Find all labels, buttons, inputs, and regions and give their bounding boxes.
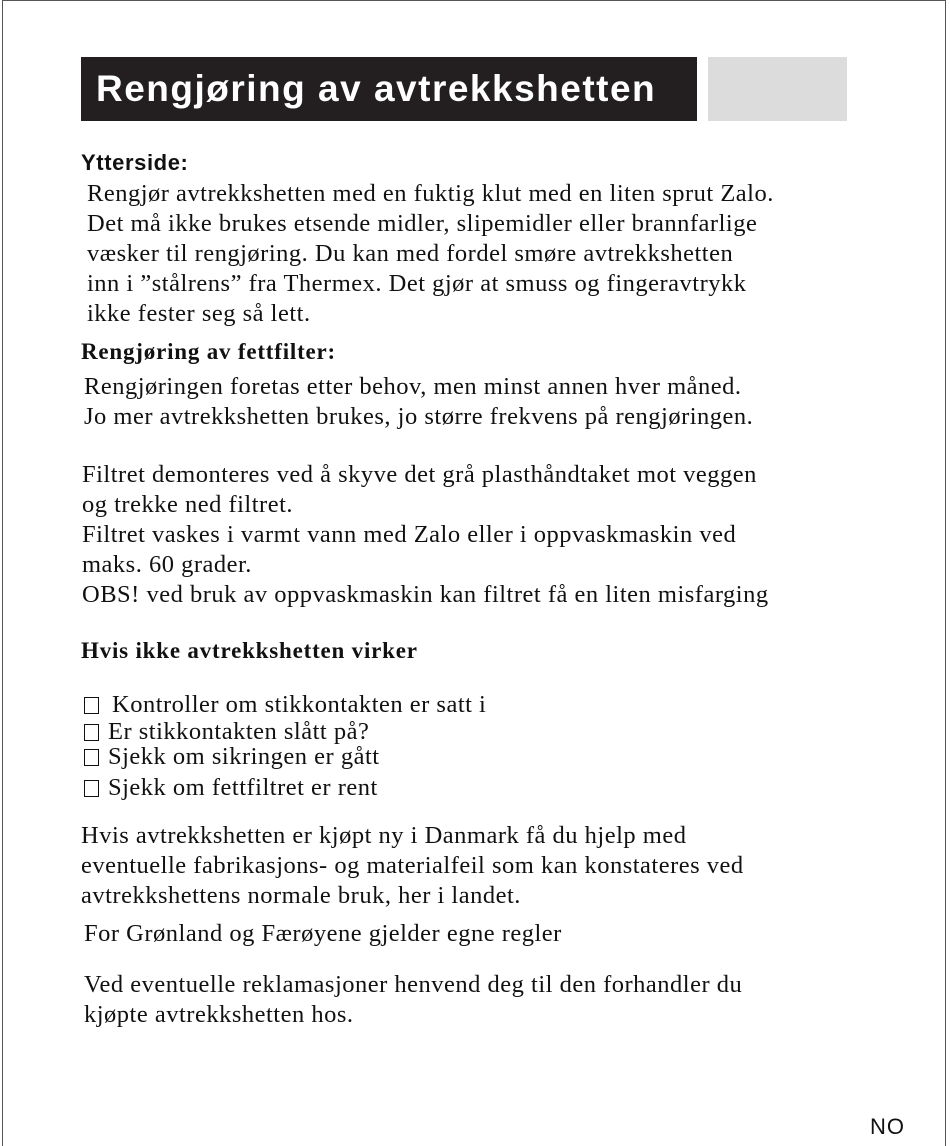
filter-heading: Rengjøring av fettfilter:: [81, 339, 337, 364]
filter-line-b3: Filtret vaskes i varmt vann med Zalo eller i oppvaskmaskin ved: [82, 521, 737, 548]
filter-line-a1: Rengjøringen foretas etter behov, men minst annen hver måned.: [84, 373, 742, 400]
warranty-line-2: eventuelle fabrikasjons- og materialfeil som kan konstateres ved: [81, 852, 744, 879]
filter-paragraph-b: [82, 460, 769, 610]
complaints-paragraph: [84, 970, 742, 1030]
checklist-item-label: Er stikkontakten slått på?: [108, 718, 370, 745]
page-title: Rengjøring av avtrekkshetten: [81, 57, 697, 121]
checklist-item: [84, 775, 378, 801]
checklist-item-label: Sjekk om fettfiltret er rent: [108, 774, 378, 801]
outside-heading: Ytterside:: [81, 150, 189, 175]
greenland-note: [84, 919, 562, 949]
checkbox-icon: [84, 780, 99, 797]
warranty-line-3: avtrekkshettens normale bruk, her i landet.: [81, 882, 521, 909]
outside-line-4: inn i ”stålrens” fra Thermex. Det gjør at smuss og fingeravtrykk: [87, 270, 747, 297]
checkbox-icon: [84, 724, 99, 741]
complaints-line-1: Ved eventuelle reklamasjoner henvend deg til den forhandler du: [84, 971, 743, 998]
warranty-paragraph: [81, 821, 744, 911]
checklist-item-label: Kontroller om stikkontakten er satt i: [112, 691, 487, 718]
troubleshoot-heading: Hvis ikke avtrekkshetten virker: [81, 638, 418, 663]
outside-line-3: væsker til rengjøring. Du kan med fordel smøre avtrekkshetten: [87, 240, 734, 267]
complaints-line-2: kjøpte avtrekkshetten hos.: [84, 1001, 354, 1028]
outside-line-1: Rengjør avtrekkshetten med en fuktig klut med en liten sprut Zalo.: [87, 180, 774, 207]
warranty-line-1: Hvis avtrekkshetten er kjøpt ny i Danmark få du hjelp med: [81, 822, 687, 849]
language-code: NO: [870, 1114, 905, 1139]
filter-line-b4: maks. 60 grader.: [82, 551, 252, 578]
outside-paragraph: [87, 179, 774, 329]
filter-line-b2: og trekke ned filtret.: [82, 491, 294, 518]
checklist-item: [84, 719, 369, 745]
checklist-item: [84, 744, 380, 770]
outside-line-2: Det må ikke brukes etsende midler, slipemidler eller brannfarlige: [87, 210, 758, 237]
checkbox-icon: [84, 749, 99, 766]
filter-line-a2: Jo mer avtrekkshetten brukes, jo større frekvens på rengjøringen.: [84, 403, 754, 430]
outside-line-5: ikke fester seg så lett.: [87, 300, 311, 327]
filter-line-b1: Filtret demonteres ved å skyve det grå plasthåndtaket mot veggen: [82, 461, 757, 488]
greenland-line: For Grønland og Færøyene gjelder egne regler: [84, 920, 562, 947]
filter-paragraph-a: [84, 372, 753, 432]
checkbox-icon: [84, 697, 99, 714]
filter-line-b5: OBS! ved bruk av oppvaskmaskin kan filtret få en liten misfarging: [82, 581, 769, 608]
title-side-box: [708, 57, 847, 121]
checklist-item-label: Sjekk om sikringen er gått: [108, 743, 380, 770]
checklist-item: [84, 692, 486, 718]
